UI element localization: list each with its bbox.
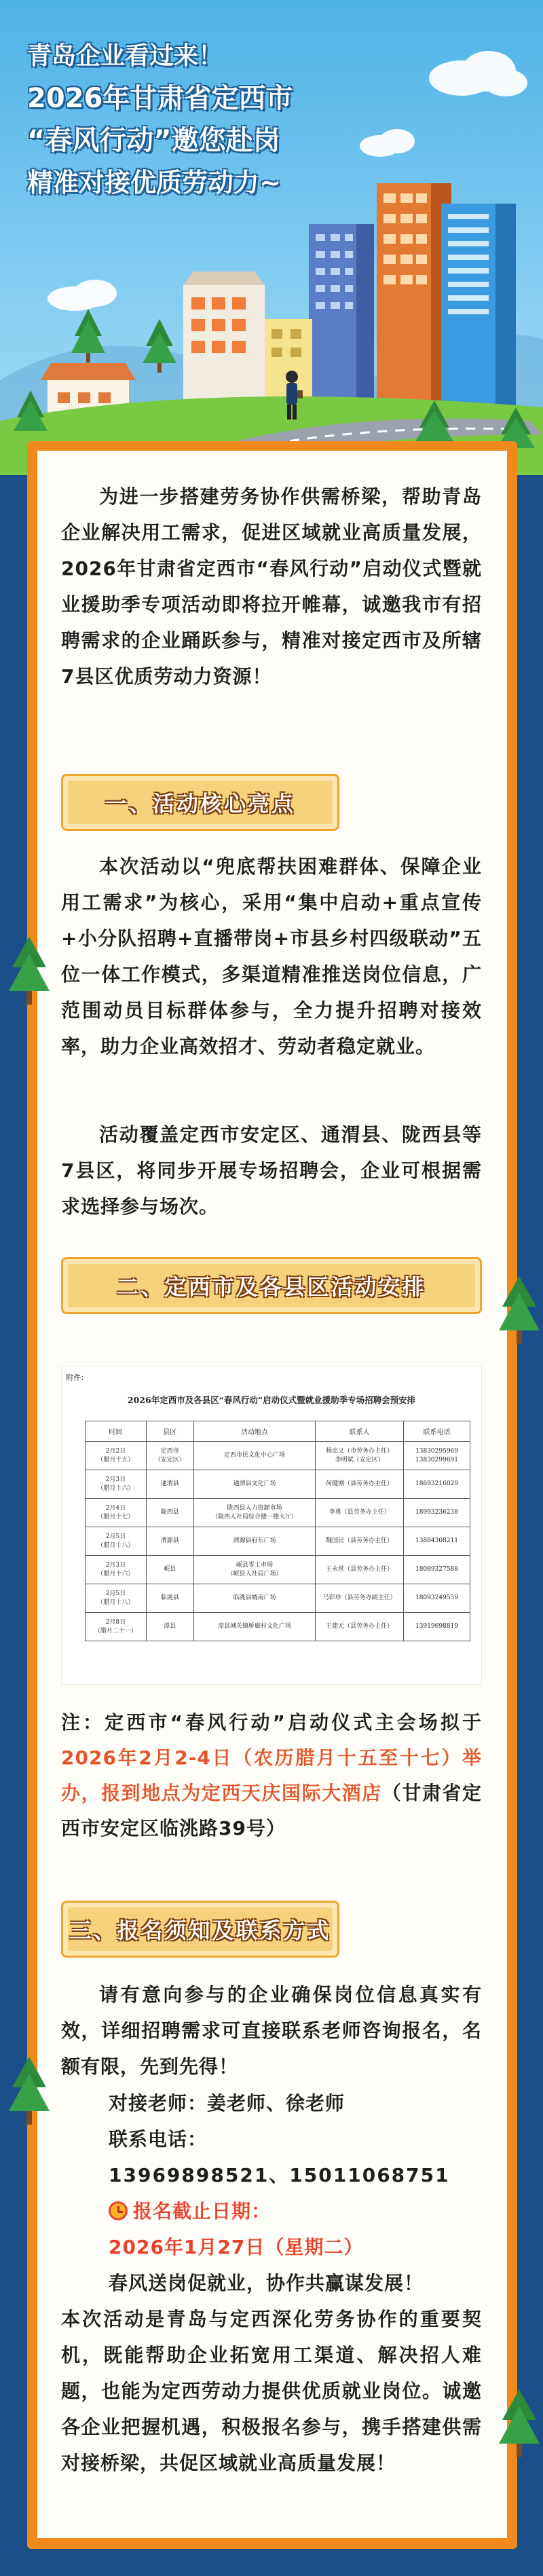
schedule-cell-place: 通渭县文化广场	[193, 1470, 316, 1499]
schedule-cell-time: 2月4日 （腊月十七）	[86, 1499, 147, 1527]
section3-title: 三、报名须知及联系方式	[69, 1918, 331, 1943]
deadline-date: 2026年1月27日（星期二）	[109, 2236, 364, 2258]
schedule-row	[86, 1613, 470, 1641]
section1-banner	[61, 774, 339, 831]
schedule-cell-phone: 18093249559	[404, 1584, 470, 1613]
section3-paragraph: 请有意向参与的企业确保岗位信息真实有效，详细招聘需求可直接联系老师咨询报名，名额有限，先到先得！	[61, 1983, 482, 2078]
schedule-cell-time: 2月3日 （腊月十六）	[86, 1470, 147, 1499]
schedule-cell-place: 陇西县人力资源市场 （陇西人社局综合楼一楼大厅）	[193, 1499, 316, 1527]
schedule-cell-time: 2月8日 （腊月二十一）	[86, 1613, 147, 1641]
schedule-row	[86, 1442, 470, 1470]
schedule-cell-county: 渭源县	[146, 1527, 193, 1556]
closing-slogan: 春风送岗促就业，协作共赢谋发展！	[109, 2272, 424, 2294]
schedule-cell-place: 渭源县府东广场	[193, 1527, 316, 1556]
deadline-label: 报名截止日期：	[133, 2200, 272, 2222]
column-header: 联系人	[316, 1421, 404, 1442]
section2-title: 二、定西市及各县区活动安排	[117, 1274, 426, 1300]
schedule-row	[86, 1584, 470, 1613]
schedule-cell-contact: 王建元（县劳务办主任）	[316, 1613, 404, 1641]
schedule-header-row	[86, 1421, 470, 1442]
note-prefix: 注：定西市“春风行动”启动仪式主会场拟于	[61, 1711, 482, 1734]
schedule-cell-phone: 13830295969 13830299691	[404, 1442, 470, 1470]
schedule-row	[86, 1499, 470, 1527]
schedule-cell-time: 2月5日 （腊月十八）	[86, 1584, 147, 1613]
tree-icon	[5, 2057, 53, 2131]
alarm-clock-icon	[109, 2201, 128, 2220]
schedule-cell-county: 漳县	[146, 1613, 193, 1641]
hero-title-line2: 2026年甘肃省定西市	[27, 83, 293, 114]
column-header: 时间	[86, 1421, 147, 1442]
schedule-cell-phone: 18693216029	[404, 1470, 470, 1499]
schedule-cell-contact: 魏国民（县劳务办主任）	[316, 1527, 404, 1556]
hero-title	[27, 35, 407, 204]
schedule-cell-phone: 18089327588	[404, 1556, 470, 1584]
section3-banner	[61, 1901, 339, 1958]
hero-banner	[0, 0, 543, 475]
section1-paragraph1: 本次活动以“兜底帮扶困难群体、保障企业用工需求”为核心，采用“集中启动+重点宣传+小分队招聘+直播带岗+市县乡村四级联动”五位一体工作模式，多渠道精准推送岗位信息，广范围动员目标群体参与，全力提升招聘对接效率，助力企业高效招才、劳动者稳定就业。	[61, 855, 482, 1058]
contact-phone-label: 联系电话：	[109, 2128, 208, 2150]
schedule-attachment-label: 附件：	[66, 1373, 88, 1382]
schedule-cell-place: 岷县零工市场 （岷县人社局广场）	[193, 1556, 316, 1584]
schedule-cell-time: 2月5日 （腊月十八）	[86, 1527, 147, 1556]
schedule-cell-time: 2月2日 （腊月十五）	[86, 1442, 147, 1470]
column-header: 县区	[146, 1421, 193, 1442]
schedule-document	[61, 1366, 482, 1685]
schedule-cell-phone: 18993236238	[404, 1499, 470, 1527]
schedule-cell-phone: 13919698819	[404, 1613, 470, 1641]
hero-title-line1: 青岛企业看过来！	[27, 42, 223, 70]
tree-icon	[495, 2389, 543, 2464]
note-suffix: （甘肃省定西市安定区临洮路39号）	[61, 1782, 482, 1840]
column-header: 联系电话	[404, 1421, 470, 1442]
tree-icon	[495, 1276, 543, 1351]
contact-phones: 13969898521、15011068751	[109, 2164, 450, 2186]
schedule-row	[86, 1470, 470, 1499]
schedule-cell-contact: 马彩珍（县劳务办副主任）	[316, 1584, 404, 1613]
schedule-note	[61, 1705, 482, 1846]
intro-paragraph: 为进一步搭建劳务协作供需桥梁，帮助青岛企业解决用工需求，促进区域就业高质量发展，2026年甘肃省定西市“春风行动”启动仪式暨就业援助季专项活动即将拉开帷幕，诚邀我市有招聘需求的企业踊跃参与，精准对接定西市及所辖7县区优质劳动力资源！	[61, 485, 482, 688]
note-highlight: 2026年2月2-4日（农历腊月十五至十七）举办，报到地点为定西天庆国际大酒店	[61, 1747, 482, 1804]
column-header: 活动地点	[193, 1421, 316, 1442]
schedule-cell-county: 陇西县	[146, 1499, 193, 1527]
hero-title-line3: “春风行动”邀您赴岗	[27, 125, 280, 156]
schedule-cell-contact: 李勇（县劳务办主任）	[316, 1499, 404, 1527]
schedule-cell-contact: 何健刚（县劳务办主任）	[316, 1470, 404, 1499]
schedule-cell-time: 2月3日 （腊月十六）	[86, 1556, 147, 1584]
schedule-cell-contact: 杨忠义（市劳务办主任） 李明斌（安定区）	[316, 1442, 404, 1470]
schedule-title: 2026年定西市及各县区“春风行动”启动仪式暨就业援助季专场招聘会预安排	[127, 1395, 416, 1405]
schedule-cell-place: 临洮县城南广场	[193, 1584, 316, 1613]
schedule-row	[86, 1527, 470, 1556]
section2-banner	[61, 1257, 482, 1314]
schedule-cell-county: 岷县	[146, 1556, 193, 1584]
schedule-cell-county: 通渭县	[146, 1470, 193, 1499]
schedule-cell-contact: 王永常（县劳务办主任）	[316, 1556, 404, 1584]
section1-title: 一、活动核心亮点	[105, 791, 295, 817]
schedule-cell-phone: 13884308211	[404, 1527, 470, 1556]
contact-teacher: 对接老师：姜老师、徐老师	[109, 2092, 345, 2114]
section1-paragraph2: 活动覆盖定西市安定区、通渭县、陇西县等7县区，将同步开展专场招聘会，企业可根据需求选择参与场次。	[61, 1123, 482, 1218]
schedule-table	[85, 1421, 470, 1641]
schedule-cell-county: 定西市 （安定区）	[146, 1442, 193, 1470]
tree-icon	[5, 937, 53, 1011]
closing-paragraph: 本次活动是青岛与定西深化劳务协作的重要契机，既能帮助企业拓宽用工渠道、解决招人难题，也能为定西劳动力提供优质就业岗位。诚邀各企业把握机遇，积极报名参与，携手搭建供需对接桥梁，共促区域就业高质量发展！	[61, 2308, 482, 2474]
schedule-cell-place: 漳县城关镇桥廊村文化广场	[193, 1613, 316, 1641]
hero-title-line4: 精准对接优质劳动力~	[27, 168, 281, 198]
schedule-cell-place: 定西市民文化中心广场	[193, 1442, 316, 1470]
schedule-cell-county: 临洮县	[146, 1584, 193, 1613]
schedule-row	[86, 1556, 470, 1584]
deadline-line	[109, 2197, 271, 2224]
